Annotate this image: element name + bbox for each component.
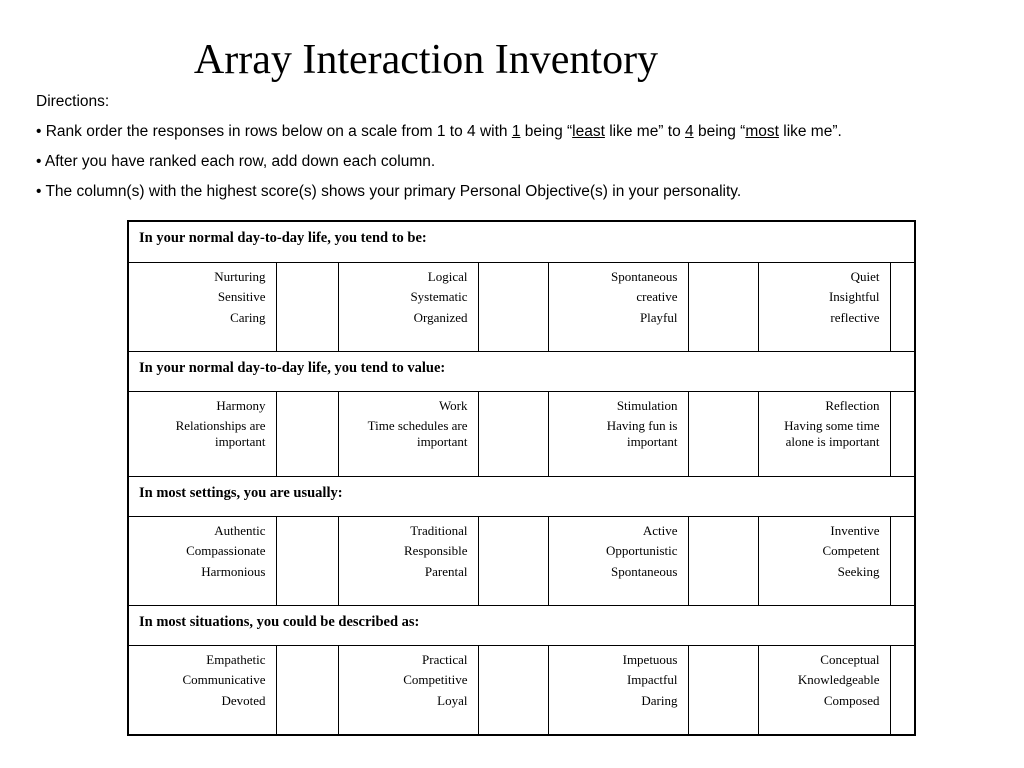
directions-line-1-e: like me”. [778, 123, 842, 140]
word: Competitive [403, 672, 468, 687]
inventory-table [127, 220, 916, 736]
word: Traditional [410, 522, 468, 538]
word: Stimulation [616, 397, 678, 413]
rank-cell[interactable] [688, 391, 758, 476]
word: Composed [823, 692, 880, 708]
most-word: most [745, 123, 779, 140]
word-cell [548, 645, 688, 735]
rank-cell[interactable] [276, 262, 338, 351]
word-cell [548, 262, 688, 351]
rank-cell[interactable] [276, 516, 338, 605]
directions-line-1-a: • Rank order the responses in rows below on a scale from 1 to 4 with [36, 123, 512, 140]
page-title: Array Interaction Inventory [193, 37, 659, 83]
word: Competent [822, 543, 880, 558]
word: Having some time [784, 418, 880, 433]
word: Conceptual [820, 651, 880, 667]
rank-1-number: 1 [511, 123, 521, 140]
section-words-row [128, 516, 915, 605]
word-cell [548, 516, 688, 605]
word: Devoted [221, 692, 266, 708]
word-cell [128, 262, 276, 351]
word-cell [758, 516, 890, 605]
directions-block [36, 93, 996, 213]
word-cell [338, 645, 478, 735]
rank-cell[interactable] [688, 645, 758, 735]
rank-cell[interactable] [688, 516, 758, 605]
word: Insightful [828, 289, 880, 304]
word: Loyal [437, 692, 468, 708]
word: creative [636, 289, 678, 304]
word: Impactful [626, 672, 678, 687]
word: reflective [830, 309, 880, 325]
word: Spontaneous [611, 268, 678, 284]
word: Daring [641, 692, 678, 708]
directions-line-1 [36, 123, 996, 141]
directions-line-3: • The column(s) with the highest score(s) shows your primary Personal Objective(s) in your personality. [36, 183, 742, 200]
rank-cell[interactable] [890, 516, 915, 605]
section-header: In your normal day-to-day life, you tend to be: [128, 221, 915, 262]
word: Time schedules are [367, 418, 468, 433]
directions-line-1-b: being “ [520, 123, 573, 140]
word: Impetuous [622, 651, 678, 667]
word: important [416, 434, 468, 449]
rank-cell[interactable] [276, 645, 338, 735]
word: Organized [413, 309, 468, 325]
word: Seeking [837, 563, 880, 579]
word: Empathetic [206, 651, 266, 667]
word: Relationships are [175, 418, 266, 433]
word: Quiet [850, 268, 880, 284]
word: Harmony [216, 397, 266, 413]
word: Knowledgeable [797, 672, 880, 687]
word: Parental [424, 563, 468, 579]
word: Communicative [182, 672, 266, 687]
word: Having fun is [606, 418, 678, 433]
section-header-row [128, 221, 915, 262]
word-cell [338, 516, 478, 605]
word: Active [642, 522, 678, 538]
word-cell [128, 645, 276, 735]
word-cell [128, 516, 276, 605]
word: alone is important [785, 434, 880, 449]
word: Spontaneous [611, 563, 678, 579]
section-header-row [128, 351, 915, 391]
directions-line-1-d: being “ [693, 123, 746, 140]
word: Harmonious [201, 563, 266, 579]
word: Compassionate [186, 543, 266, 558]
least-word: least [572, 123, 605, 140]
rank-cell[interactable] [478, 391, 548, 476]
word-cell [758, 645, 890, 735]
section-header-row [128, 605, 915, 645]
rank-cell[interactable] [688, 262, 758, 351]
section-header: In your normal day-to-day life, you tend to value: [128, 351, 915, 391]
rank-cell[interactable] [478, 645, 548, 735]
word: Systematic [410, 289, 468, 304]
word: Logical [427, 268, 468, 284]
word-cell [338, 262, 478, 351]
word: Reflection [825, 397, 880, 413]
rank-4-number: 4 [685, 123, 694, 140]
word-cell [548, 391, 688, 476]
directions-heading: Directions: [36, 93, 110, 110]
word: Inventive [830, 522, 880, 538]
word: Caring [230, 309, 266, 325]
word: important [214, 434, 266, 449]
rank-cell[interactable] [890, 645, 915, 735]
word: Sensitive [217, 289, 266, 304]
word: Authentic [214, 522, 266, 538]
directions-line-1-c: like me” to [604, 123, 686, 140]
directions-line-2: • After you have ranked each row, add down each column. [36, 153, 436, 170]
rank-cell[interactable] [478, 262, 548, 351]
rank-cell[interactable] [276, 391, 338, 476]
word-cell [338, 391, 478, 476]
word-cell [758, 391, 890, 476]
word: Work [438, 397, 468, 413]
rank-cell[interactable] [478, 516, 548, 605]
section-header: In most settings, you are usually: [128, 476, 915, 516]
word: Playful [639, 309, 678, 325]
section-words-row [128, 645, 915, 735]
word-cell [128, 391, 276, 476]
rank-cell[interactable] [890, 391, 915, 476]
word: Opportunistic [606, 543, 678, 558]
word: Practical [422, 651, 468, 667]
section-words-row [128, 262, 915, 351]
section-words-row [128, 391, 915, 476]
word: important [626, 434, 678, 449]
section-header-row [128, 476, 915, 516]
rank-cell[interactable] [890, 262, 915, 351]
word: Nurturing [214, 268, 266, 284]
section-header: In most situations, you could be described as: [128, 605, 915, 645]
word: Responsible [403, 543, 468, 558]
word-cell [758, 262, 890, 351]
